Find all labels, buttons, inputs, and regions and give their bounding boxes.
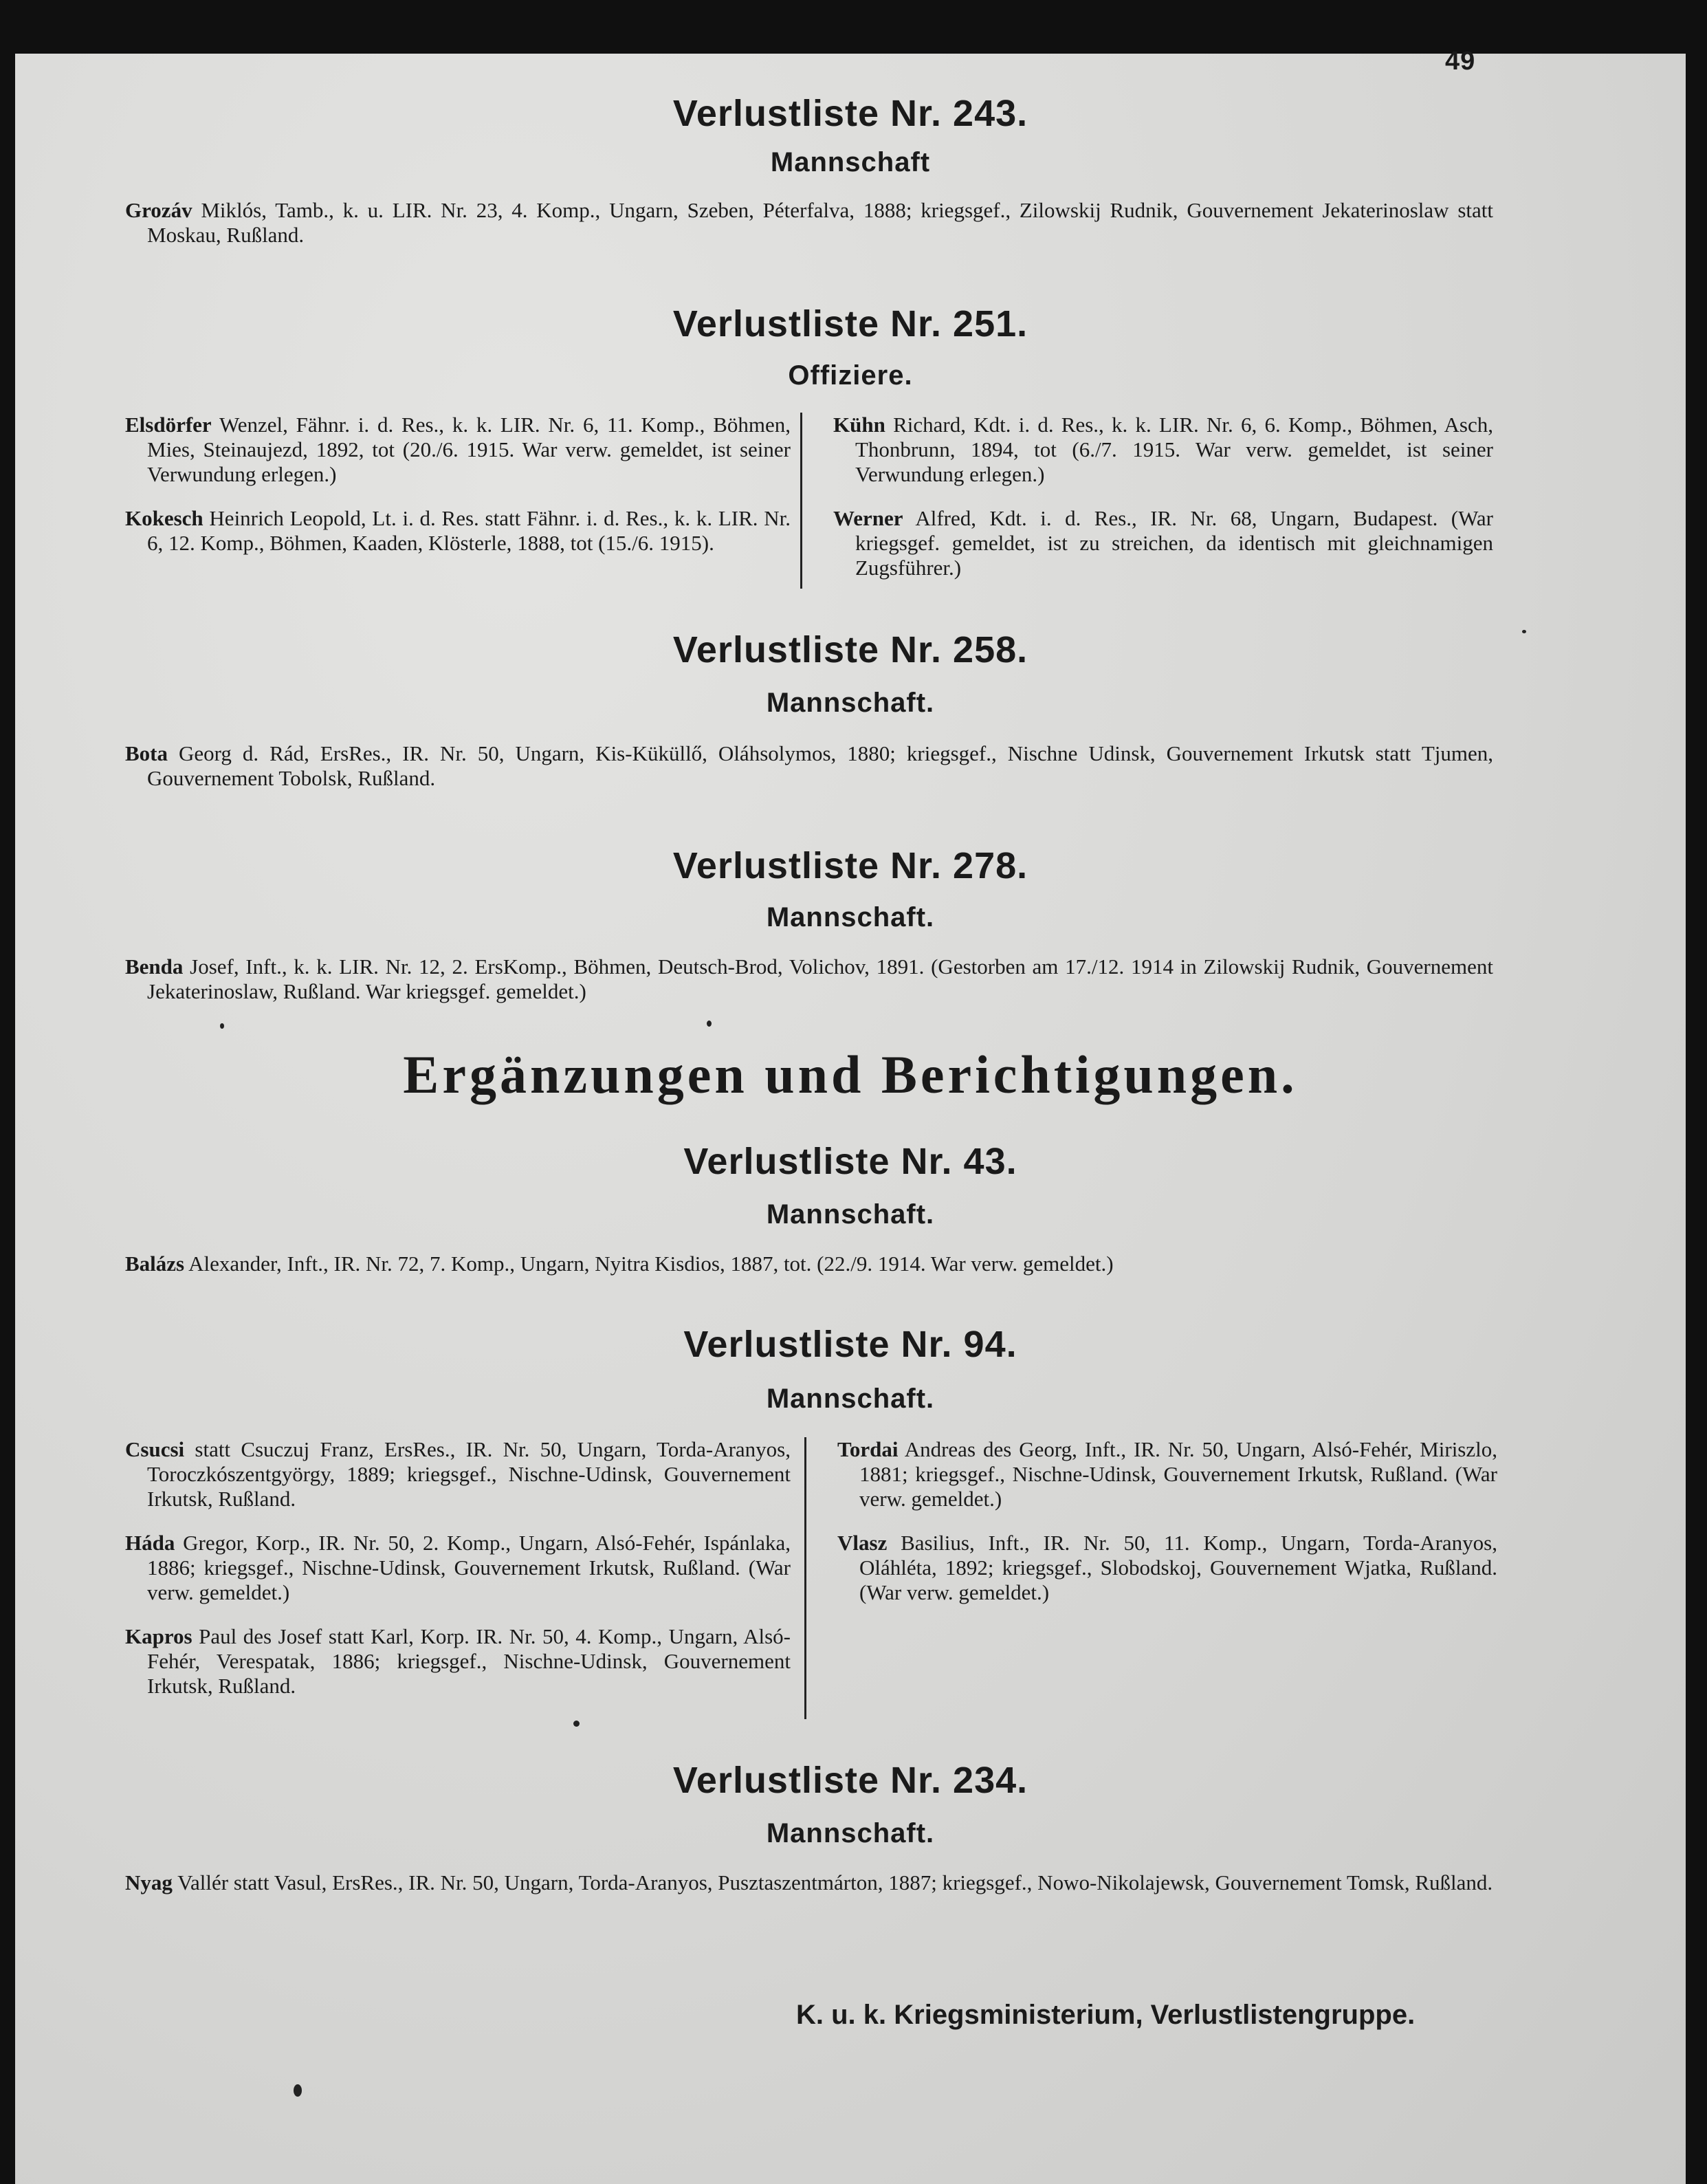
document-page	[15, 47, 1686, 2184]
list-item	[125, 1624, 791, 1699]
entry-name: Háda	[125, 1531, 175, 1555]
scan-speck	[1522, 630, 1526, 633]
entry-name: Tordai	[837, 1437, 899, 1461]
entry-text: Heinrich Leopold, Lt. i. d. Res. statt Fähnr. i. d. Res., k. k. LIR. Nr. 6, 12. Komp., Böhmen, Kaaden, Klösterle, 1888, tot (15./6. 1915).	[147, 506, 791, 555]
entry-text: Richard, Kdt. i. d. Res., k. k. LIR. Nr. 6, 6. Komp., Böhmen, Asch, Thonbrunn, 1894, tot (6./7. 1915. War verw. gemeldet, ist seiner Verwundung erlegen.)	[855, 413, 1493, 486]
entry-name: Elsdörfer	[125, 413, 212, 437]
entry-name: Kapros	[125, 1624, 192, 1648]
list-item	[125, 954, 1493, 1004]
list-item	[837, 1531, 1497, 1605]
section-subtitle-43: Mannschaft.	[766, 1199, 935, 1230]
list-item	[833, 413, 1493, 487]
section-subtitle-258: Mannschaft.	[766, 688, 935, 718]
entry-text: Paul des Josef statt Karl, Korp. IR. Nr. 50, 4. Komp., Ungarn, Alsó-Fehér, Verespatak, 1886; kriegsgef., Nischne-Udinsk, Gouvernement Irkutsk, Rußland.	[147, 1624, 791, 1698]
list-item	[125, 1531, 791, 1605]
column-divider	[800, 413, 802, 589]
entry-text: statt Csuczuj Franz, ErsRes., IR. Nr. 50, Ungarn, Torda-Aranyos, Toroczkószentgyörgy, 1889; kriegsgef., Nischne-Udinsk, Gouvernement Irkutsk, Rußland.	[147, 1437, 791, 1511]
entry-name: Grozáv	[125, 198, 192, 222]
main-heading: Ergänzungen und Berichtigungen.	[403, 1045, 1298, 1104]
entry-list-43	[125, 1252, 1493, 1276]
entry-text: Miklós, Tamb., k. u. LIR. Nr. 23, 4. Komp., Ungarn, Szeben, Péterfalva, 1888; kriegsgef., Zilowskij Rudnik, Gouvernement Jekaterinoslaw statt Moskau, Rußland.	[147, 198, 1493, 247]
entry-name: Benda	[125, 954, 184, 979]
entry-list-278	[125, 954, 1493, 1004]
list-item	[833, 506, 1493, 580]
scan-speck	[707, 1020, 712, 1027]
scan-speck	[220, 1023, 224, 1029]
section-title-94: Verlustliste Nr. 94.	[683, 1324, 1017, 1365]
section-title-251: Verlustliste Nr. 251.	[672, 303, 1028, 345]
entry-text: Andreas des Georg, Inft., IR. Nr. 50, Ungarn, Alsó-Fehér, Miriszlo, 1881; kriegsgef., Nischne-Udinsk, Gouvernement Irkutsk, Rußland. (War verw. gemeldet.)	[859, 1437, 1497, 1511]
entry-column-right-251	[833, 413, 1493, 580]
section-title-234: Verlustliste Nr. 234.	[672, 1760, 1028, 1801]
entry-column-left-251	[125, 413, 791, 556]
section-subtitle-278: Mannschaft.	[766, 902, 935, 932]
section-title-278: Verlustliste Nr. 278.	[672, 845, 1028, 886]
section-title-258: Verlustliste Nr. 258.	[672, 629, 1028, 670]
entry-list-258	[125, 741, 1493, 791]
signature: K. u. k. Kriegsministerium, Verlustlistengruppe.	[796, 2000, 1416, 2030]
entry-text: Vallér statt Vasul, ErsRes., IR. Nr. 50, Ungarn, Torda-Aranyos, Pusztaszentmárton, 1887; kriegsgef., Nowo-Nikolajewsk, Gouvernement Tomsk, Rußland.	[172, 1870, 1493, 1894]
entry-text: Alfred, Kdt. i. d. Res., IR. Nr. 68, Ungarn, Budapest. (War kriegsgef. gemeldet, ist zu streichen, da identisch mit gleichnamigen Zugsführer.)	[855, 506, 1493, 580]
section-title-43: Verlustliste Nr. 43.	[683, 1141, 1017, 1182]
section-subtitle-251: Offiziere.	[788, 360, 913, 391]
section-subtitle-94: Mannschaft.	[766, 1384, 935, 1414]
entry-text: Josef, Inft., k. k. LIR. Nr. 12, 2. ErsKomp., Böhmen, Deutsch-Brod, Volichov, 1891. (Gestorben am 17./12. 1914 in Zilowskij Rudnik, Gouvernement Jekaterinoslaw, Rußland. War kriegsgef. gemeldet.)	[147, 954, 1493, 1003]
entry-text: Gregor, Korp., IR. Nr. 50, 2. Komp., Ungarn, Alsó-Fehér, Ispánlaka, 1886; kriegsgef., Nischne-Udinsk, Gouvernement Irkutsk, Rußland. (War verw. gemeldet.)	[147, 1531, 791, 1604]
page-number: 49	[1445, 47, 1476, 76]
list-item	[125, 413, 791, 487]
list-item	[125, 506, 791, 556]
entry-text: Wenzel, Fähnr. i. d. Res., k. k. LIR. Nr. 6, 11. Komp., Böhmen, Mies, Steinaujezd, 1892, tot (20./6. 1915. War verw. gemeldet, ist seiner Verwundung erlegen.)	[147, 413, 791, 486]
entry-name: Werner	[833, 506, 903, 530]
column-divider	[804, 1437, 806, 1719]
list-item	[125, 1252, 1493, 1276]
scan-speck	[294, 2084, 302, 2097]
entry-name: Kokesch	[125, 506, 203, 530]
entry-name: Vlasz	[837, 1531, 888, 1555]
list-item	[125, 741, 1493, 791]
entry-list-234	[125, 1870, 1493, 1895]
section-subtitle-234: Mannschaft.	[766, 1818, 935, 1848]
entry-name: Kühn	[833, 413, 885, 437]
entry-text: Alexander, Inft., IR. Nr. 72, 7. Komp., Ungarn, Nyitra Kisdios, 1887, tot. (22./9. 1914. War verw. gemeldet.)	[184, 1252, 1114, 1276]
list-item	[125, 1437, 791, 1511]
entry-text: Georg d. Rád, ErsRes., IR. Nr. 50, Ungarn, Kis-Küküllő, Oláhsolymos, 1880; kriegsgef., Nischne Udinsk, Gouvernement Irkutsk statt Tjumen, Gouvernement Tobolsk, Rußland.	[147, 741, 1493, 790]
entry-name: Nyag	[125, 1870, 173, 1894]
list-item	[837, 1437, 1497, 1511]
entry-name: Balázs	[125, 1252, 185, 1276]
list-item	[125, 1870, 1493, 1895]
entry-text: Basilius, Inft., IR. Nr. 50, 11. Komp., Ungarn, Torda-Aranyos, Oláhléta, 1892; kriegsgef., Slobodskoj, Gouvernement Wjatka, Rußland. (War verw. gemeldet.)	[859, 1531, 1497, 1604]
entry-name: Csucsi	[125, 1437, 185, 1461]
entry-column-left-94	[125, 1437, 791, 1699]
entry-list-243	[125, 198, 1493, 248]
section-subtitle-243: Mannschaft	[770, 147, 931, 177]
section-title-243: Verlustliste Nr. 243.	[672, 93, 1028, 134]
scan-speck	[573, 1721, 580, 1727]
entry-name: Bota	[125, 741, 168, 765]
entry-column-right-94	[837, 1437, 1497, 1605]
list-item	[125, 198, 1493, 248]
